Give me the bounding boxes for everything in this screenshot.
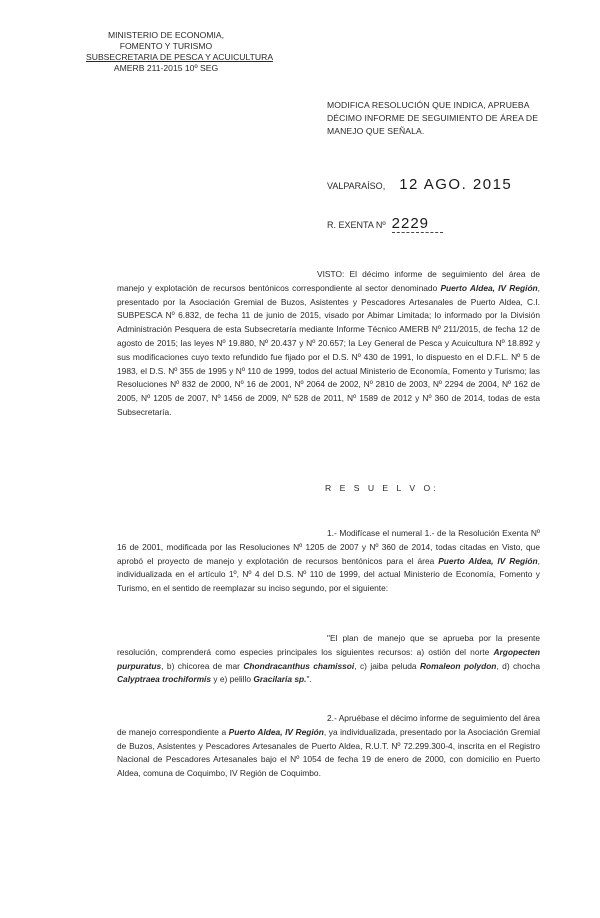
- area-name: Puerto Aldea, IV Región: [438, 555, 538, 566]
- subsecretariat-name: SUBSECRETARIA DE PESCA Y ACUICULTURA: [86, 52, 274, 62]
- exenta-line: [327, 215, 443, 232]
- ministry-name: MINISTERIO DE ECONOMIA,: [107, 30, 225, 40]
- place-date-line: [327, 176, 512, 193]
- ministry-name-2: FOMENTO Y TURISMO: [119, 41, 213, 51]
- letterhead: [86, 30, 274, 74]
- stamped-date: 12 AGO. 2015: [399, 176, 513, 193]
- exenta-number: 2229: [392, 215, 443, 233]
- article-1-paragraph: 1.- Modifícase el numeral 1.- de la Resolución Exenta Nº 16 de 2001, modificada por las Resoluciones Nº 1205 de 2007 y Nº 360 de 2014, todas citadas en Visto, que aprobó el proyecto de manejo y explotación de recursos bentónicos para el área Puerto Aldea, IV Región, individualizada en el artículo 1º, Nº 4 del D.S. Nº 110 de 1999, del actual Ministerio de Economía, Fomento y Turismo, en el sentido de reemplazar su inciso segundo, por el siguiente:: [117, 528, 540, 594]
- species-name: Chondracanthus chamissoi: [243, 660, 355, 671]
- resolution-subject: MODIFICA RESOLUCIÓN QUE INDICA, APRUEBA DÉCIMO INFORME DE SEGUIMIENTO DE ÁREA DE MANEJO QUE SEÑALA.: [327, 100, 539, 136]
- resuelvo-heading: R E S U E L V O:: [325, 483, 439, 493]
- file-reference: AMERB 211-2015 10º SEG: [113, 63, 219, 73]
- species-name: Gracilaria sp.: [253, 674, 307, 685]
- species-name: Calyptraea trochiformis: [117, 674, 212, 685]
- article-2-paragraph: 2.- Apruébase el décimo informe de seguimiento del área de manejo correspondiente a Puerto Aldea, IV Región, ya individualizada, presentado por la Asociación Gremial de Buzos, Asistentes y Pescadores Artesanales de Puerto Aldea, R.U.T. Nº 72.299.300-4, inscrita en el Registro Nacional de Pescadores Artesanales bajo el Nº 1054 de fecha 19 de enero de 2000, con domicilio en Puerto Aldea, comuna de Coquimbo, IV Región de Coquimbo.: [117, 713, 540, 779]
- quoted-inciso-paragraph: "El plan de manejo que se aprueba por la presente resolución, comprenderá como especies principales los siguientes recursos: a) ostión del norte Argopecten purpuratus, b) chicorea de mar Chondracanthus chamissoi, c) jaiba peluda Romaleon polydon, d) chocha Calyptraea trochiformis y e) pelillo Gracilaria sp.".: [117, 633, 541, 685]
- area-name: Puerto Aldea, IV Región: [228, 726, 324, 737]
- area-name: Puerto Aldea, IV Región: [440, 282, 538, 293]
- exenta-label: R. EXENTA Nº: [327, 220, 386, 230]
- species-name: Romaleon polydon: [419, 660, 497, 671]
- visto-paragraph: VISTO: El décimo informe de seguimiento del área de manejo y explotación de recursos bentónicos correspondiente al sector denominado Puerto Aldea, IV Región, presentado por la Asociación Gremial de Buzos, Asistentes y Pescadores Artesanales de Puerto Aldea, C.I. SUBPESCA Nº 6.832, de fecha 11 de junio de 2015, visado por Abimar Limitada; lo informado por la División Administración Pesquera de esta Subsecretaría mediante Informe Técnico AMERB Nº 211/2015, de fecha 12 de agosto de 2015; las leyes Nº 19.880, Nº 20.437 y Nº 20.657; la Ley General de Pesca y Acuicultura Nº 18.892 y sus modificaciones cuyo texto refundido fue fijado por el D.S. Nº 430 de 1991, lo dispuesto en el D.F.L. Nº 5 de 1983, el D.S. Nº 355 de 1995 y Nº 110 de 1999, todos del actual Ministerio de Economía, Fomento y Turismo; las Resoluciones Nº 832 de 2000, Nº 16 de 2001, Nº 2064 de 2002, Nº 2810 de 2003, Nº 2294 de 2004, Nº 162 de 2005, Nº 1205 de 2007, Nº 1456 de 2009, Nº 528 de 2011, Nº 1589 de 2012 y Nº 360 de 2014, todas de esta Subsecretaría.: [117, 269, 540, 417]
- place: VALPARAÍSO,: [327, 181, 386, 191]
- species-name: Argopecten purpuratus: [117, 646, 540, 671]
